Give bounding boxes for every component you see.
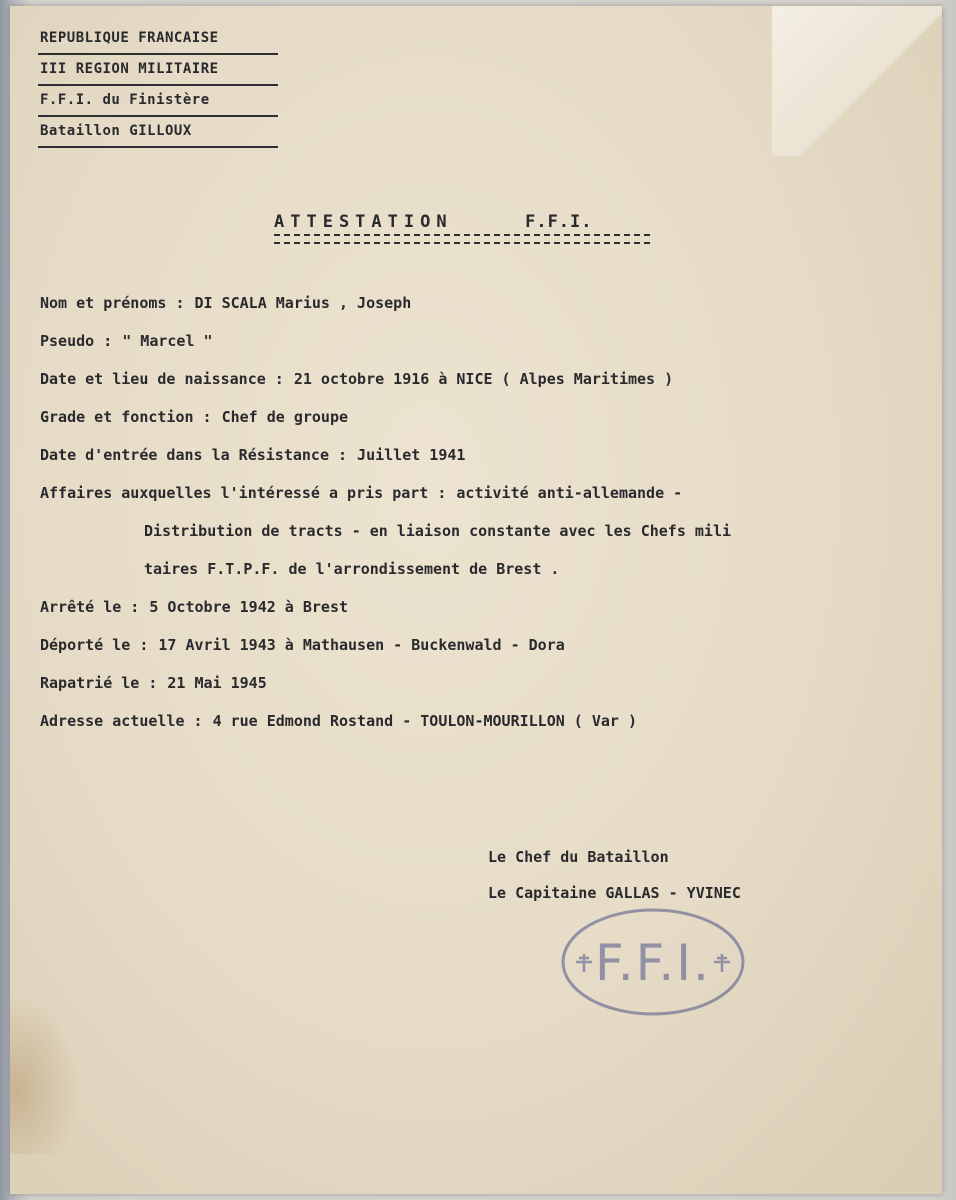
- attestation-fields: [40, 292, 920, 748]
- field-label: Affaires auxquelles l'intéressé a pris part :: [40, 484, 447, 502]
- document-header: [38, 24, 278, 148]
- field-value: 21 octobre 1916 à NICE ( Alpes Maritimes ): [293, 370, 674, 388]
- field-value: Chef de groupe: [221, 408, 349, 426]
- field-value: Juillet 1941: [357, 446, 466, 464]
- title-word: ATTESTATION: [274, 212, 453, 232]
- field-arrest: [40, 596, 920, 634]
- affairs-continuation-2: taires F.T.P.F. de l'arrondissement de Brest .: [144, 560, 560, 578]
- field-label: Pseudo :: [40, 332, 113, 350]
- field-label: Arrêté le :: [40, 598, 140, 616]
- affairs-continuation-1: Distribution de tracts - en liaison constante avec les Chefs mili: [144, 522, 731, 540]
- field-label: Déporté le :: [40, 636, 149, 654]
- field-label: Grade et fonction :: [40, 408, 212, 426]
- field-repatriation: [40, 672, 920, 710]
- field-rank: [40, 406, 920, 444]
- stamp-text: F.F.I.: [595, 934, 711, 992]
- field-label: Rapatrié le :: [40, 674, 158, 692]
- header-republic: REPUBLIQUE FRANCAISE: [38, 24, 278, 55]
- document-title: [274, 212, 654, 244]
- field-value: 4 rue Edmond Rostand - TOULON-MOURILLON ( Var ): [212, 712, 638, 730]
- field-value: 21 Mai 1945: [167, 674, 267, 692]
- field-pseudo: [40, 330, 920, 368]
- header-ffi-finistere: F.F.I. du Finistère: [38, 86, 278, 117]
- title-underline: [274, 234, 650, 244]
- field-resistance-entry: [40, 444, 920, 482]
- field-label: Adresse actuelle :: [40, 712, 203, 730]
- field-affairs: [40, 482, 920, 520]
- paper-stain: [10, 994, 80, 1154]
- field-deportation: [40, 634, 920, 672]
- field-value: DI SCALA Marius , Joseph: [194, 294, 412, 312]
- field-label: Date et lieu de naissance :: [40, 370, 284, 388]
- signature-name: Le Capitaine GALLAS - YVINEC: [488, 884, 741, 902]
- signature-title: Le Chef du Bataillon: [488, 848, 669, 866]
- field-label: Nom et prénoms :: [40, 294, 185, 312]
- field-value: 17 Avril 1943 à Mathausen - Buckenwald - Dora: [158, 636, 565, 654]
- field-value: " Marcel ": [122, 332, 213, 350]
- field-value: activité anti-allemande -: [456, 484, 683, 502]
- field-label: Date d'entrée dans la Résistance :: [40, 446, 348, 464]
- attestation-document: [10, 6, 942, 1194]
- folded-corner: [772, 6, 942, 156]
- field-address: [40, 710, 920, 748]
- title-abbr: F.F.I.: [525, 212, 593, 232]
- field-name: [40, 292, 920, 330]
- ffi-stamp: [558, 904, 748, 1020]
- field-birth: [40, 368, 920, 406]
- field-value: 5 Octobre 1942 à Brest: [149, 598, 349, 616]
- header-military-region: III REGION MILITAIRE: [38, 55, 278, 86]
- header-battalion: Bataillon GILLOUX: [38, 117, 278, 148]
